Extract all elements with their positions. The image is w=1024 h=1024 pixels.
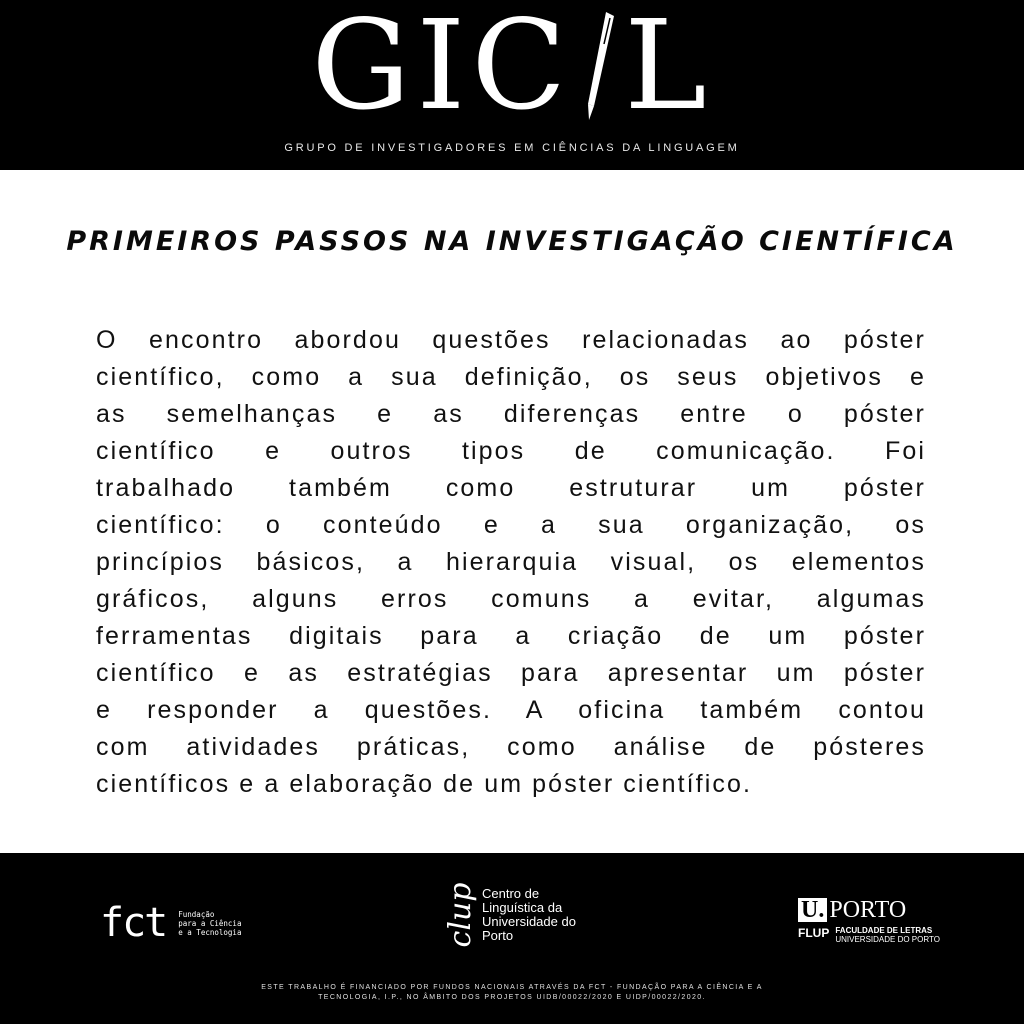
- pen-icon: [580, 10, 616, 122]
- header-band: [0, 0, 1024, 170]
- body-line: ferramentas digitais para a criação de um póster: [96, 622, 926, 650]
- fct-caption-line: Fundação: [178, 909, 215, 919]
- body-line: O encontro abordou questões relacionadas ao póster: [96, 326, 926, 354]
- clup-caption-line: Universidade do: [482, 914, 576, 929]
- funding-note: [0, 983, 1024, 1003]
- clup-caption: [482, 887, 576, 943]
- uporto-name: PORTO: [829, 897, 907, 923]
- clup-logo: [440, 882, 576, 948]
- body-line: princípios básicos, a hierarquia visual, os elementos: [96, 548, 926, 576]
- body-line: científico: o conteúdo e a sua organização, os: [96, 511, 926, 539]
- body-line: com atividades práticas, como análise de pósteres: [96, 733, 926, 761]
- clup-caption-line: Centro de: [482, 886, 540, 901]
- flup-line-1: FACULDADE DE LETRAS: [835, 926, 933, 935]
- body-paragraph: [96, 322, 926, 803]
- body-line: gráficos, alguns erros comuns a evitar, algumas: [96, 585, 926, 613]
- clup-caption-line: Linguística da: [482, 900, 563, 915]
- fct-mark: fct: [100, 900, 167, 946]
- body-line: científicos e a elaboração de um póster científico.: [96, 770, 753, 798]
- clup-mark: clup: [442, 882, 478, 948]
- logo-text-left: GIC: [311, 0, 573, 138]
- body-line: trabalhado também como estruturar um póster: [96, 474, 926, 502]
- uporto-u: U.: [798, 898, 827, 922]
- fct-logo: [100, 900, 242, 946]
- body-line: científico, como a sua definição, os seus objetivos e: [96, 363, 926, 391]
- flup-label: FLUP: [798, 926, 830, 940]
- clup-caption-line: Porto: [482, 928, 514, 943]
- page-title: PRIMEIROS PASSOS NA INVESTIGAÇÃO CIENTÍFICA: [66, 226, 958, 258]
- flup-line-2: UNIVERSIDADE DO PORTO: [835, 935, 940, 944]
- fct-caption-line: para a Ciência: [178, 918, 242, 928]
- uporto-logo: [798, 898, 940, 944]
- gicl-logo: [0, 0, 1024, 138]
- logo-text-right: L: [624, 0, 713, 138]
- body-line: científico e as estratégias para apresentar um póster: [96, 659, 926, 687]
- footer-band: [0, 853, 1024, 1024]
- funding-line-1: ESTE TRABALHO É FINANCIADO POR FUNDOS NACIONAIS ATRAVÉS DA FCT - FUNDAÇÃO PARA A CIÊNCIA E A: [261, 984, 763, 991]
- fct-caption-line: e a Tecnologia: [178, 927, 242, 937]
- fct-caption: [178, 910, 241, 937]
- funding-line-2: TECNOLOGIA, I.P., NO ÂMBITO DOS PROJETOS UIDB/00022/2020 E UIDP/00022/2020.: [318, 994, 706, 1001]
- group-subtitle: GRUPO DE INVESTIGADORES EM CIÊNCIAS DA LINGUAGEM: [284, 142, 740, 154]
- body-line: as semelhanças e as diferenças entre o póster: [96, 400, 926, 428]
- body-line: e responder a questões. A oficina também contou: [96, 696, 926, 724]
- body-line: científico e outros tipos de comunicação. Foi: [96, 437, 926, 465]
